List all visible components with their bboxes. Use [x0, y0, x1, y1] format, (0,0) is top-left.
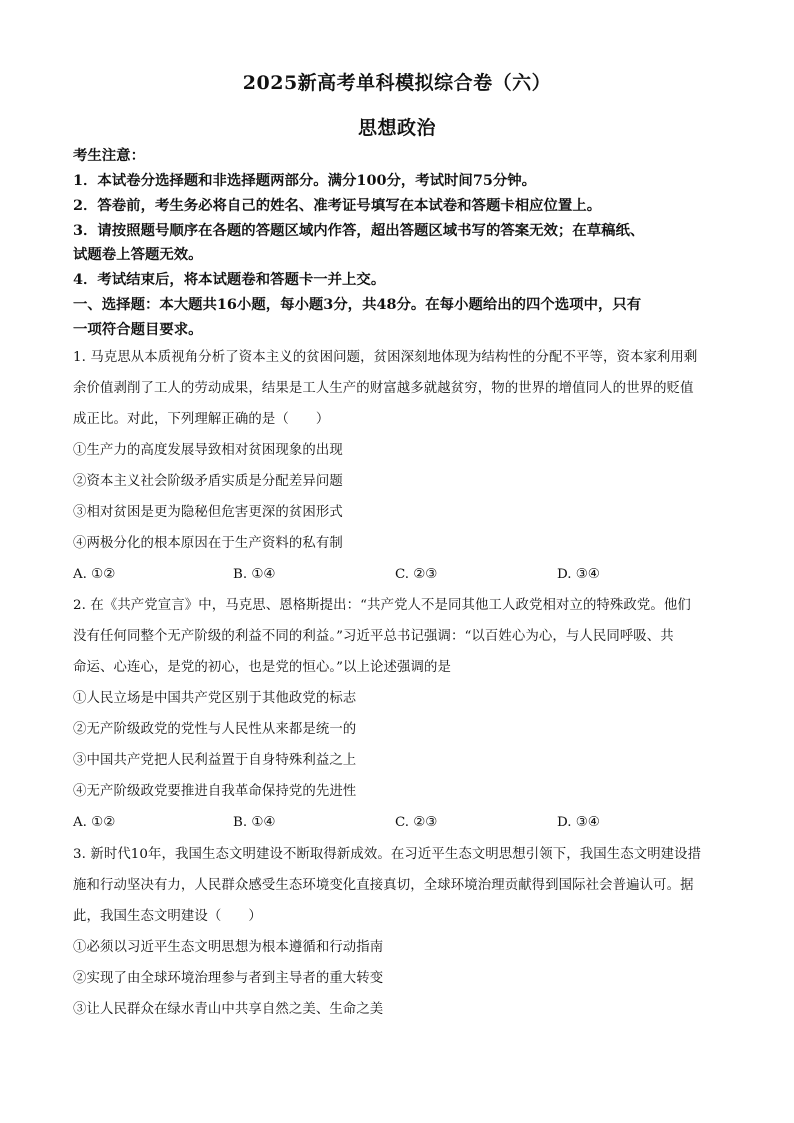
answer-options — [73, 814, 733, 832]
statement-item: ①人民立场是中国共产党区别于其他政党的标志 — [73, 691, 357, 706]
statement-item: ③中国共产党把人民利益置于自身特殊利益之上 — [73, 753, 357, 768]
notice-heading: 考生注意： — [73, 147, 145, 164]
notice-item: 4．考试结束后，将本试题卷和答题卡一并上交。 — [73, 271, 386, 288]
section-heading-cont: 一项符合题目要求。 — [73, 321, 203, 338]
answer-options — [73, 566, 733, 584]
question-stem: 3. 新时代10年，我国生态文明建设不断取得新成效。在习近平生态文明思想引领下，我国生态文明建设措 — [73, 847, 702, 862]
statement-item: ④无产阶级政党要推进自我革命保持党的先进性 — [73, 784, 357, 799]
statement-item: ③相对贫困是更为隐秘但危害更深的贫困形式 — [73, 505, 343, 520]
question-stem: 此，我国生态文明建设（ ） — [73, 909, 262, 924]
statement-item: ②资本主义社会阶级矛盾实质是分配差异问题 — [73, 474, 343, 489]
statement-item: ②无产阶级政党的党性与人民性从来都是统一的 — [73, 722, 357, 737]
option-c[interactable]: C. ②③ — [395, 567, 438, 582]
statement-item: ①必须以习近平生态文明思想为根本遵循和行动指南 — [73, 940, 384, 955]
statement-item: ①生产力的高度发展导致相对贫困现象的出现 — [73, 443, 343, 458]
question-stem: 命运、心连心，是党的初心，也是党的恒心。”以上论述强调的是 — [73, 660, 451, 675]
notice-item: 3．请按照题号顺序在各题的答题区域内作答，超出答题区域书写的答案无效；在草稿纸、 — [73, 222, 645, 239]
subject-title: 思想政治 — [357, 117, 436, 139]
question-stem: 余价值剥削了工人的劳动成果，结果是工人生产的财富越多就越贫穷，物的世界的增值同人的世界的贬值 — [73, 381, 694, 396]
option-a[interactable]: A. ①② — [73, 815, 116, 830]
notice-item: 1．本试卷分选择题和非选择题两部分。满分100分，考试时间75分钟。 — [73, 172, 537, 189]
question-stem: 成正比。对此，下列理解正确的是（ ） — [73, 412, 330, 427]
section-heading: 一、选择题：本大题共16小题，每小题3分，共48分。在每小题给出的四个选项中，只有 — [73, 296, 642, 313]
question-stem: 1. 马克思从本质视角分析了资本主义的贫困问题，贫困深刻地体现为结构性的分配不平等，资本家利用剩 — [73, 350, 698, 365]
question-stem: 施和行动坚决有力，人民群众感受生态环境变化直接真切，全球环境治理贡献得到国际社会普遍认可。据 — [73, 878, 694, 893]
exam-title: 2025新高考单科模拟综合卷（六） — [242, 72, 552, 94]
notice-item: 2．答卷前，考生务必将自己的姓名、准考证号填写在本试卷和答题卡相应位置上。 — [73, 197, 602, 214]
option-a[interactable]: A. ①② — [73, 567, 116, 582]
option-b[interactable]: B. ①④ — [233, 815, 276, 830]
notice-item: 试题卷上答题无效。 — [73, 246, 203, 263]
option-c[interactable]: C. ②③ — [395, 815, 438, 830]
option-d[interactable]: D. ③④ — [557, 567, 600, 582]
statement-item: ④两极分化的根本原因在于生产资料的私有制 — [73, 536, 343, 551]
statement-item: ②实现了由全球环境治理参与者到主导者的重大转变 — [73, 971, 384, 986]
option-b[interactable]: B. ①④ — [233, 567, 276, 582]
option-d[interactable]: D. ③④ — [557, 815, 600, 830]
question-stem: 没有任何同整个无产阶级的利益不同的利益。”习近平总书记强调：“以百姓心为心，与人民同呼吸、共 — [73, 629, 674, 644]
statement-item: ③让人民群众在绿水青山中共享自然之美、生命之美 — [73, 1002, 384, 1017]
question-stem: 2. 在《共产党宣言》中，马克思、恩格斯提出：“共产党人不是同其他工人政党相对立的特殊政党。他们 — [73, 598, 691, 613]
